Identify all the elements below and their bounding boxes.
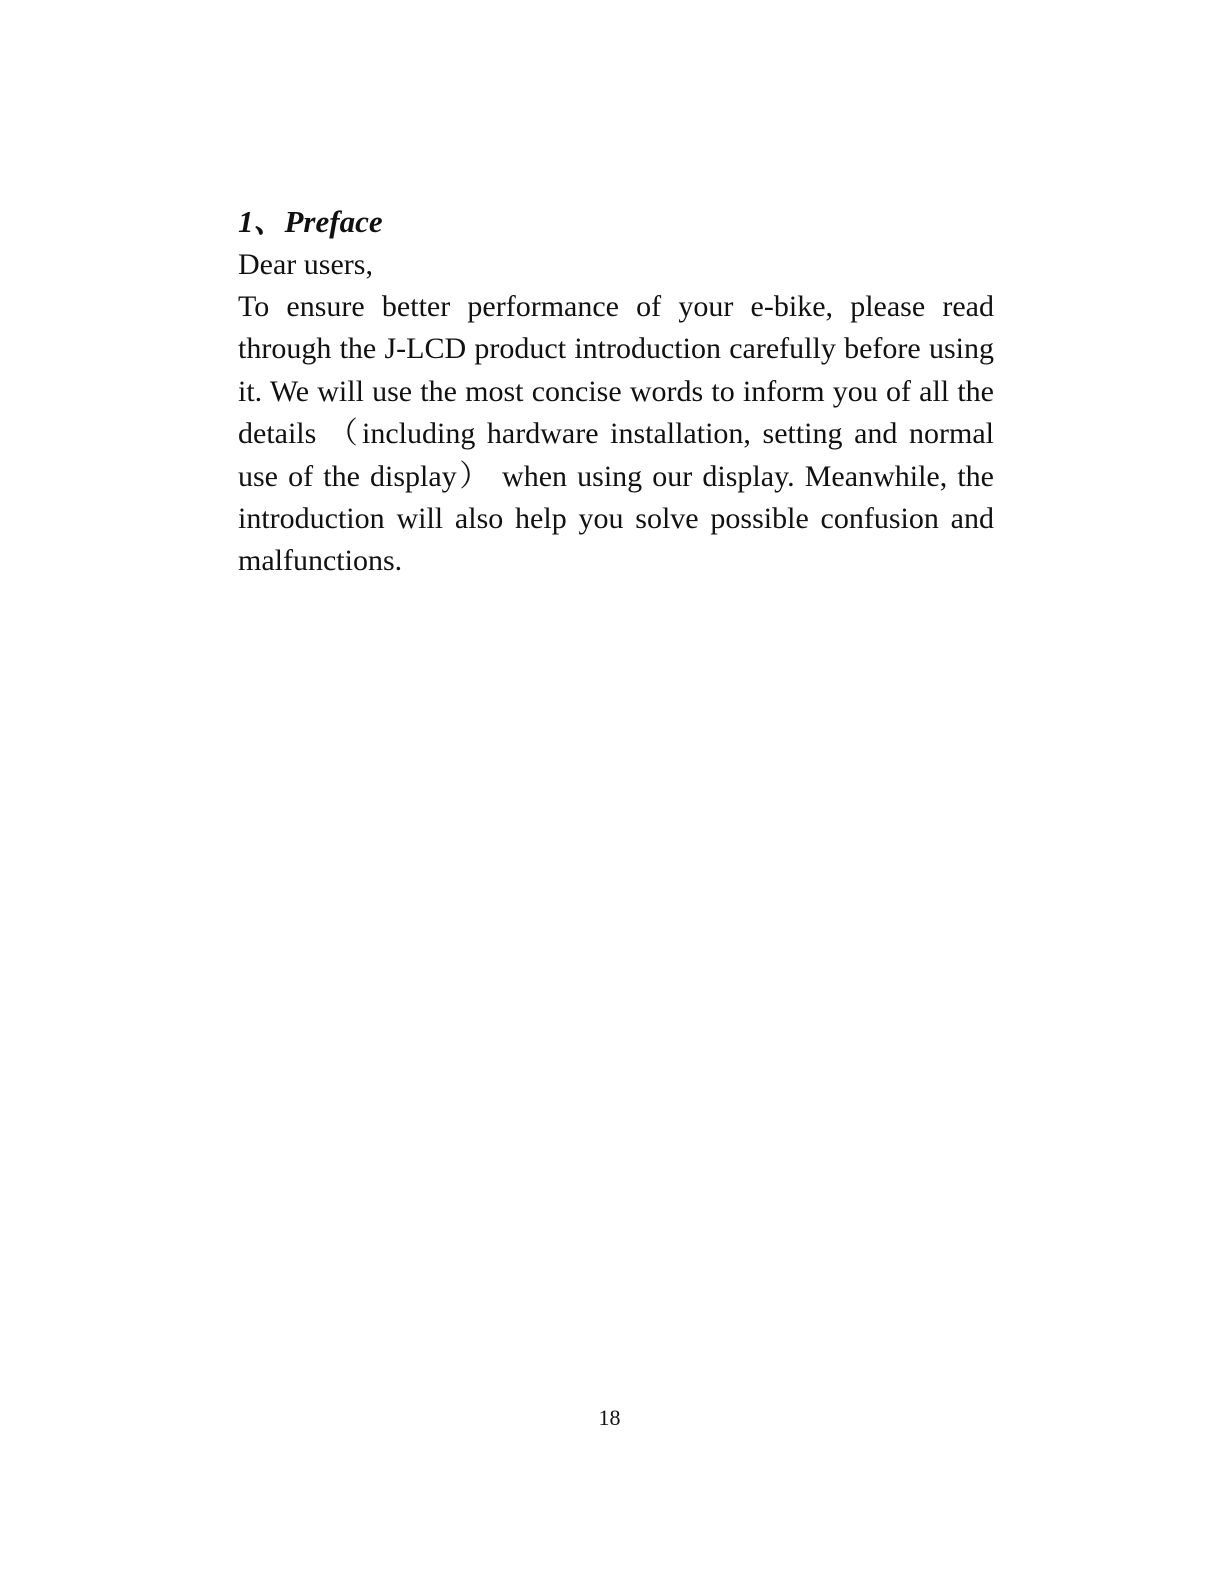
- page-number: 18: [598, 1405, 621, 1430]
- section-heading: 1、Preface: [238, 204, 383, 239]
- page-content: [238, 200, 994, 583]
- greeting-line: Dear users,: [238, 248, 373, 281]
- preface-paragraph: To ensure better performance of your e-bike, please read through the J-LCD product introduction carefully before using it. We will use the most concise words to inform you of all the details （including hardware installation, setting and normal use of the display） when using our display. Meanwhile, the introduction will also help you solve possible confusion and malfunctions.: [238, 290, 994, 578]
